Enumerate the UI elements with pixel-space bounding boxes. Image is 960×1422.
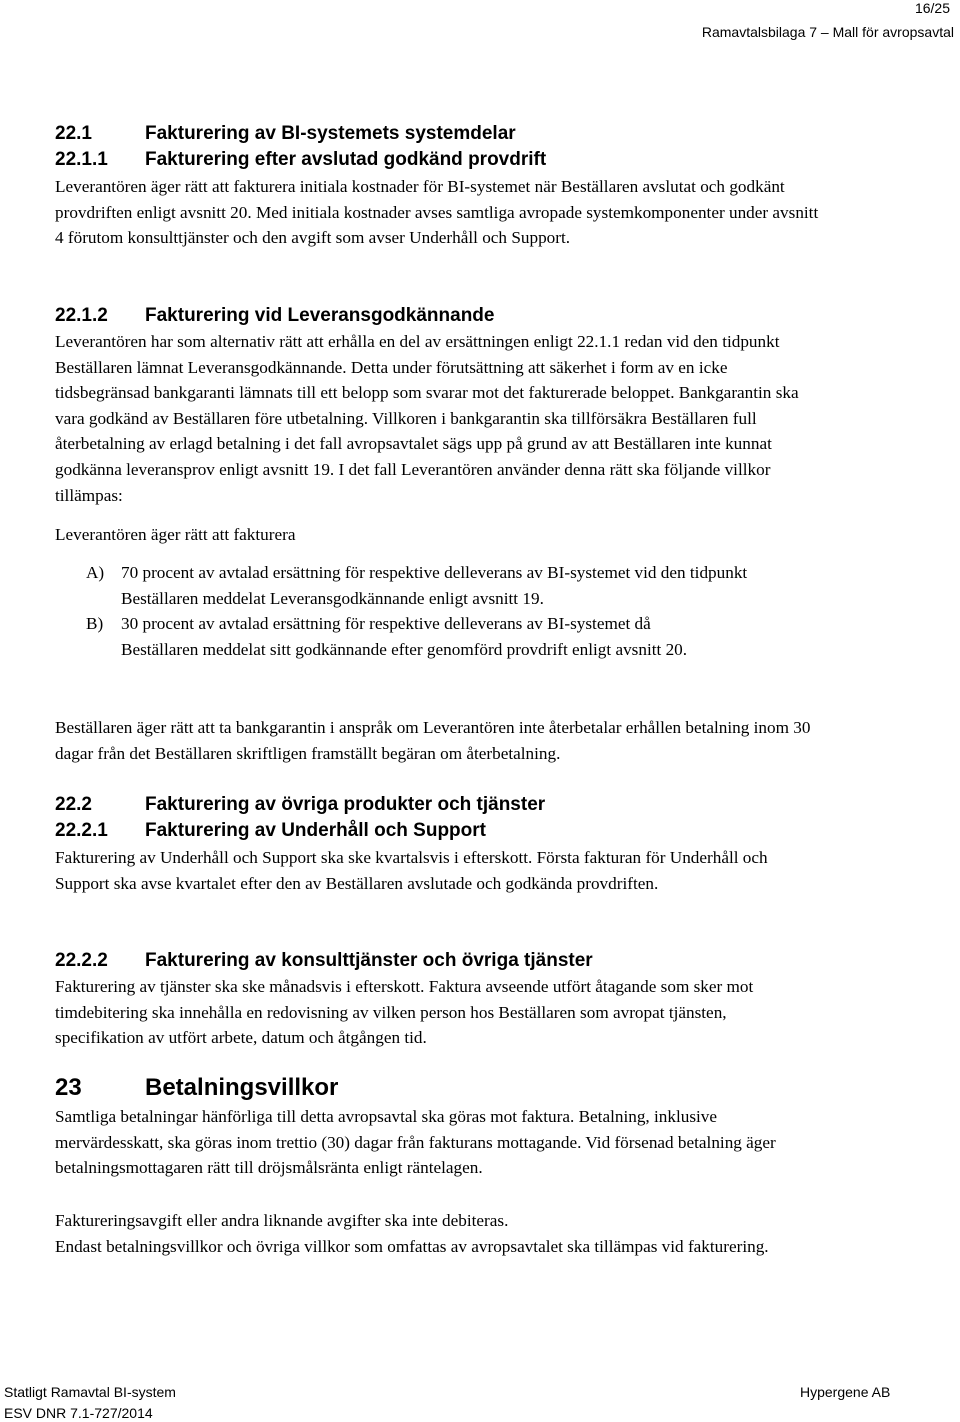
heading-number: 22.2.2 — [55, 950, 108, 971]
heading-number: 22.1.1 — [55, 149, 108, 170]
heading-number: 22.2 — [55, 794, 92, 815]
list-letter: A) — [86, 563, 105, 582]
heading-text: Fakturering av BI-systemets systemdelar — [145, 123, 516, 144]
paragraph-text: Leverantören har som alternativ rätt att erhålla en del av ersättningen enligt 22.1.1 redan vid den tidpunkt Beställaren lämnat Leveransgodkännande. Detta under förutsättning att säkerhet i form av en icke tidsbegränsad bankgaranti lämnats till ett belopp som svarar mot det fakturerade beloppet. Bankgarantin ska vara godkänd av Beställaren före utbetalning. Villkoren i bankgarantin ska tillförsäkra Beställaren full återbetalning av erlagd betalning i det fall avropsavtalet sägs upp på grund av att Beställaren inte kunnat godkänna leveransprov enligt avsnitt 19. I det fall Leverantören använder denna rätt ska följande villkor tillämpas: — [55, 332, 799, 505]
paragraph-text: Leverantören äger rätt att fakturera — [55, 525, 296, 544]
heading-22-1-1 — [55, 149, 546, 171]
heading-number: 22.2.1 — [55, 820, 108, 841]
list-item-b — [0, 611, 960, 689]
paragraph-22-1-2 — [55, 329, 825, 508]
heading-number: 23 — [55, 1074, 82, 1101]
paragraph-text: Fakturering av Underhåll och Support ska ske kvartalsvis i efterskott. Första fakturan för Underhåll och Support ska avse kvartalet efter den av Beställaren avslutade och godkända provdriften. — [55, 848, 768, 893]
heading-23 — [55, 1074, 338, 1102]
list-text: 70 procent av avtalad ersättning för respektive delleverans av BI-systemet vid den tidpunkt Beställaren meddelat Leveransgodkännande enligt avsnitt 19. — [121, 563, 748, 608]
heading-22-2 — [55, 794, 545, 816]
heading-22-1-2 — [55, 305, 494, 327]
paragraph-23 — [55, 1104, 800, 1181]
paragraph-text: Endast betalningsvillkor och övriga villkor som omfattas av avropsavtalet ska tillämpas vid fakturering. — [55, 1236, 769, 1256]
document-title: Ramavtalsbilaga 7 – Mall för avropsavtal — [701, 24, 954, 40]
heading-text: Betalningsvillkor — [145, 1074, 339, 1101]
paragraph-22-2-1 — [55, 845, 800, 896]
paragraph-22-2-2 — [55, 974, 815, 1051]
heading-text: Fakturering av konsulttjänster och övriga tjänster — [145, 950, 593, 971]
heading-text: Fakturering av Underhåll och Support — [145, 820, 486, 841]
list-item-a — [0, 560, 960, 612]
heading-text: Fakturering av övriga produkter och tjänster — [145, 794, 546, 815]
footer-reference: ESV DNR 7.1-727/2014 — [4, 1405, 153, 1421]
paragraph-22-1-1 — [55, 174, 830, 251]
footer-supplier: Hypergene AB — [800, 1384, 891, 1400]
paragraph-bank-guarantee — [55, 715, 825, 766]
paragraph-23-fees — [55, 1208, 825, 1259]
paragraph-text: Samtliga betalningar hänförliga till detta avropsavtal ska göras mot faktura. Betalning, inklusive mervärdesskatt, ska göras inom trettio (30) dagar från fakturans mottagande. Vid försenad betalning äger betalningsmottagaren rätt till dröjsmålsränta enligt räntelagen. — [55, 1107, 776, 1178]
heading-number: 22.1.2 — [55, 305, 108, 326]
list-letter: B) — [86, 614, 104, 633]
paragraph-text: Leverantören äger rätt att fakturera initiala kostnader för BI-systemet när Beställaren avslutat och godkänt provdriften enligt avsnitt 20. Med initiala kostnader avses samtliga avropade systemkomponenter under avsnitt 4 förutom konsulttjänster och den avgift som avser Underhåll och Support. — [55, 177, 819, 248]
list-text: 30 procent av avtalad ersättning för respektive delleverans av BI-systemet då Beställaren meddelat sitt godkännande efter genomförd provdrift enligt avsnitt 20. — [121, 614, 688, 659]
heading-22-2-2 — [55, 950, 593, 972]
heading-22-2-1 — [55, 820, 486, 842]
heading-text: Fakturering vid Leveransgodkännande — [145, 305, 495, 326]
heading-22-1 — [55, 123, 516, 145]
footer-organization: Statligt Ramavtal BI-system — [4, 1384, 176, 1400]
heading-text: Fakturering efter avslutad godkänd provdrift — [145, 149, 547, 170]
heading-number: 22.1 — [55, 123, 92, 144]
paragraph-text: Faktureringsavgift eller andra liknande avgifter ska inte debiteras. — [55, 1211, 509, 1230]
paragraph-text: Beställaren äger rätt att ta bankgarantin i anspråk om Leverantören inte återbetalar erhållen betalning inom 30 dagar från det Beställaren skriftligen framställt begäran om återbetalning. — [55, 718, 811, 763]
paragraph-intro — [55, 522, 825, 548]
page-number: 16/25 — [914, 0, 950, 16]
paragraph-text: Fakturering av tjänster ska ske månadsvis i efterskott. Faktura avseende utfört åtagande som sker mot timdebitering ska innehålla en redovisning av vilken person hos Beställaren som avropat tjänsten, specifikation av utfört arbete, datum och åtgången tid. — [55, 977, 754, 1048]
